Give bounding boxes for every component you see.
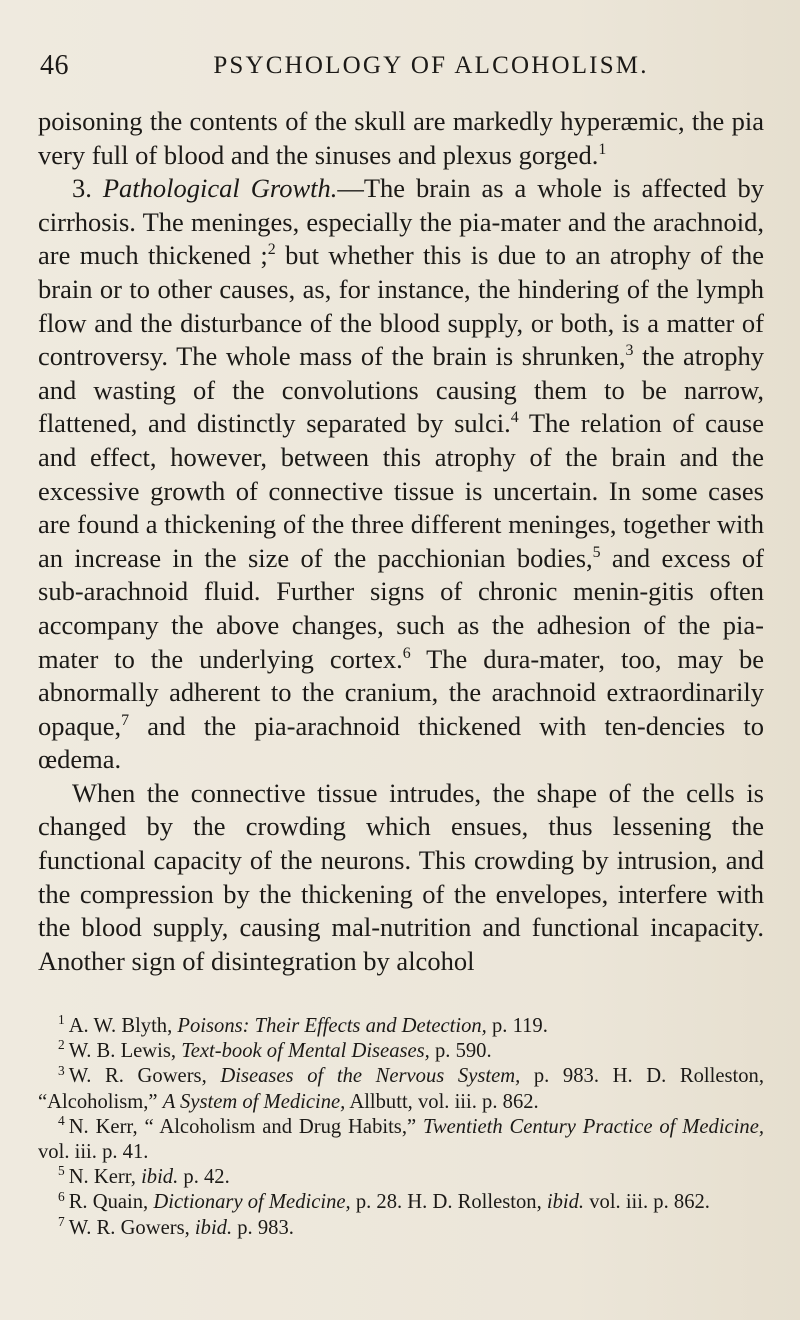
footnote-number: 5 [58,1163,65,1179]
footnote: $^2$ W. B. Lewis, Text-book of Mental Diseases, p. 590. [58,1037,492,1063]
footnote-number: 4 [58,1112,65,1128]
footnote-ref: 1 [598,140,607,158]
footnote-number: 1 [58,1012,65,1028]
section-heading: Pathological Growth. [102,173,338,204]
paragraph-1: poisoning the contents of the skull are markedly hyperæmic, the pia very full of blood and the sinuses and plexus gorged.$^1$ [38,106,764,170]
paragraph-2: 3. Pathological Growth.—The brain as a whole is affected by cirrhosis. The meninges, especially the pia-mater and the arachnoid, are much thickened ;$^2$ but whether this is due to an atrophy of the brain or to other causes, as, for instance, the hindering of the lymph flow and the disturbance of the blood supply, or both, is a matter of controversy. The whole mass of the brain is shrunken,$^3$ the atrophy and wasting of the convolutions causing them to be narrow, flattened, and distinctly separated by sulci.$^4$ The relation of cause and effect, however, between this atrophy of the brain and the excessive growth of connective tissue is uncertain. In some cases are found a thickening of the three different meninges, together with an increase in the size of the pacchionian bodies,$^5$ and excess of sub-arachnoid fluid. Further signs of chronic menin-gitis often accompany the above changes, such as the adhesion of the pia-mater to the underlying cortex.$^6$ The dura-mater, too, may be abnormally adherent to the cranium, the arachnoid extraordinarily opaque,$^7$ and the pia-arachnoid thickened with ten-dencies to œdema. [38,173,764,775]
page-header [40,50,740,90]
footnote-number: 7 [58,1213,65,1229]
footnote-ref: 5 [592,543,601,561]
footnotes [38,1014,764,1241]
footnote-ref: 2 [267,241,276,259]
footnote: $^5$ N. Kerr, ibid. p. 42. [58,1163,230,1189]
footnote-number: 3 [58,1062,65,1078]
footnote-ref: 6 [402,644,411,662]
footnote-number: 2 [58,1037,65,1053]
footnote-ref: 7 [121,711,130,729]
section-number: 3. [72,173,92,204]
page-number: 46 [40,50,69,81]
footnote: $^1$ A. W. Blyth, Poisons: Their Effects and Detection, p. 119. [58,1012,548,1037]
footnote-ref: 3 [625,342,634,360]
paragraph-3: When the connective tissue intrudes, the shape of the cells is changed by the crowding which ensues, thus lessening the functional capacity of the neurons. This crowding by intrusion, and the compression by the thickening of the envelopes, interfere with the blood supply, causing mal-nutrition and functional incapacity. Another sign of disintegration by alcohol [38,777,764,976]
footnote: $^4$ N. Kerr, “ Alcoholism and Drug Habits,” Twentieth Century Practice of Medicine, vol. iii. p. 41. [38,1112,764,1164]
footnote: $^7$ W. R. Gowers, ibid. p. 983. [58,1213,294,1239]
footnote-number: 6 [58,1188,65,1204]
body-text [38,105,764,978]
footnote-ref: 4 [510,409,519,427]
running-title: PSYCHOLOGY OF ALCOHOLISM. [213,52,649,79]
footnote: $^6$ R. Quain, Dictionary of Medicine, p. 28. H. D. Rolleston, ibid. vol. iii. p. 862. [58,1188,710,1214]
footnote: $^3$ W. R. Gowers, Diseases of the Nervous System, p. 983. H. D. Rolleston, “Alcoholism,” A System of Medicine, Allbutt, vol. iii. p. 862. [38,1062,764,1113]
